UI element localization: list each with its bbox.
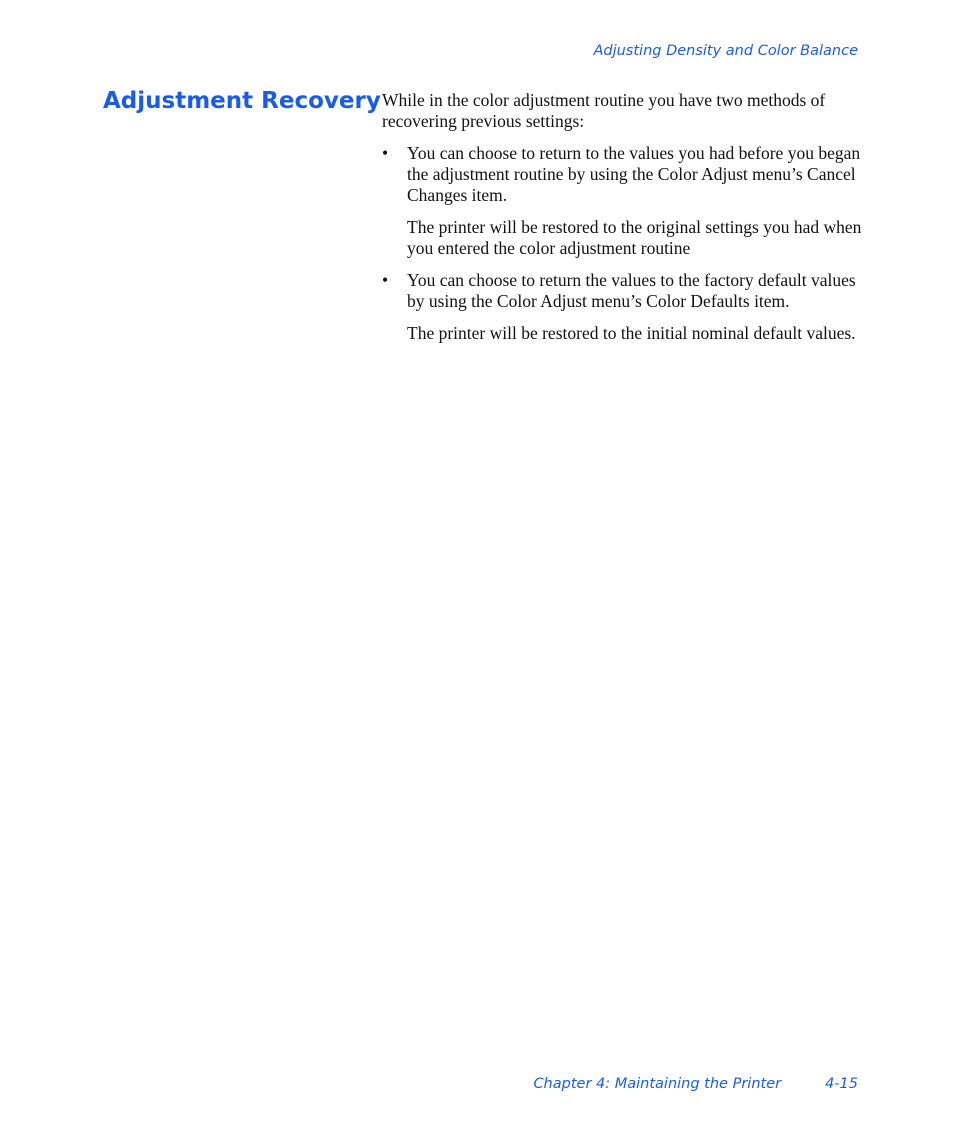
list-item: [382, 143, 862, 259]
intro-paragraph: While in the color adjustment routine you have two methods of recovering previous settings:: [382, 90, 826, 131]
bullet-icon: •: [382, 143, 389, 163]
list-item: [382, 270, 862, 344]
bullet-list: [382, 143, 862, 344]
bullet-icon: •: [382, 270, 389, 290]
running-header: Adjusting Density and Color Balance: [593, 43, 858, 59]
page-footer: [533, 1076, 858, 1092]
bullet-note: The printer will be restored to the original settings you had when you entered the color adjustment routine: [407, 217, 862, 258]
section-body: [382, 90, 862, 355]
footer-chapter: Chapter 4: Maintaining the Printer: [533, 1076, 782, 1092]
bullet-text: You can choose to return the values to the factory default values by using the Color Adjust menu’s Color Defaults item.: [407, 270, 856, 311]
section-heading: Adjustment Recovery: [103, 88, 381, 114]
bullet-note: The printer will be restored to the initial nominal default values.: [407, 323, 856, 343]
bullet-text: You can choose to return to the values you had before you began the adjustment routine by using the Color Adjust menu’s Cancel Changes item.: [407, 143, 861, 205]
page-number: 4-15: [825, 1076, 858, 1092]
